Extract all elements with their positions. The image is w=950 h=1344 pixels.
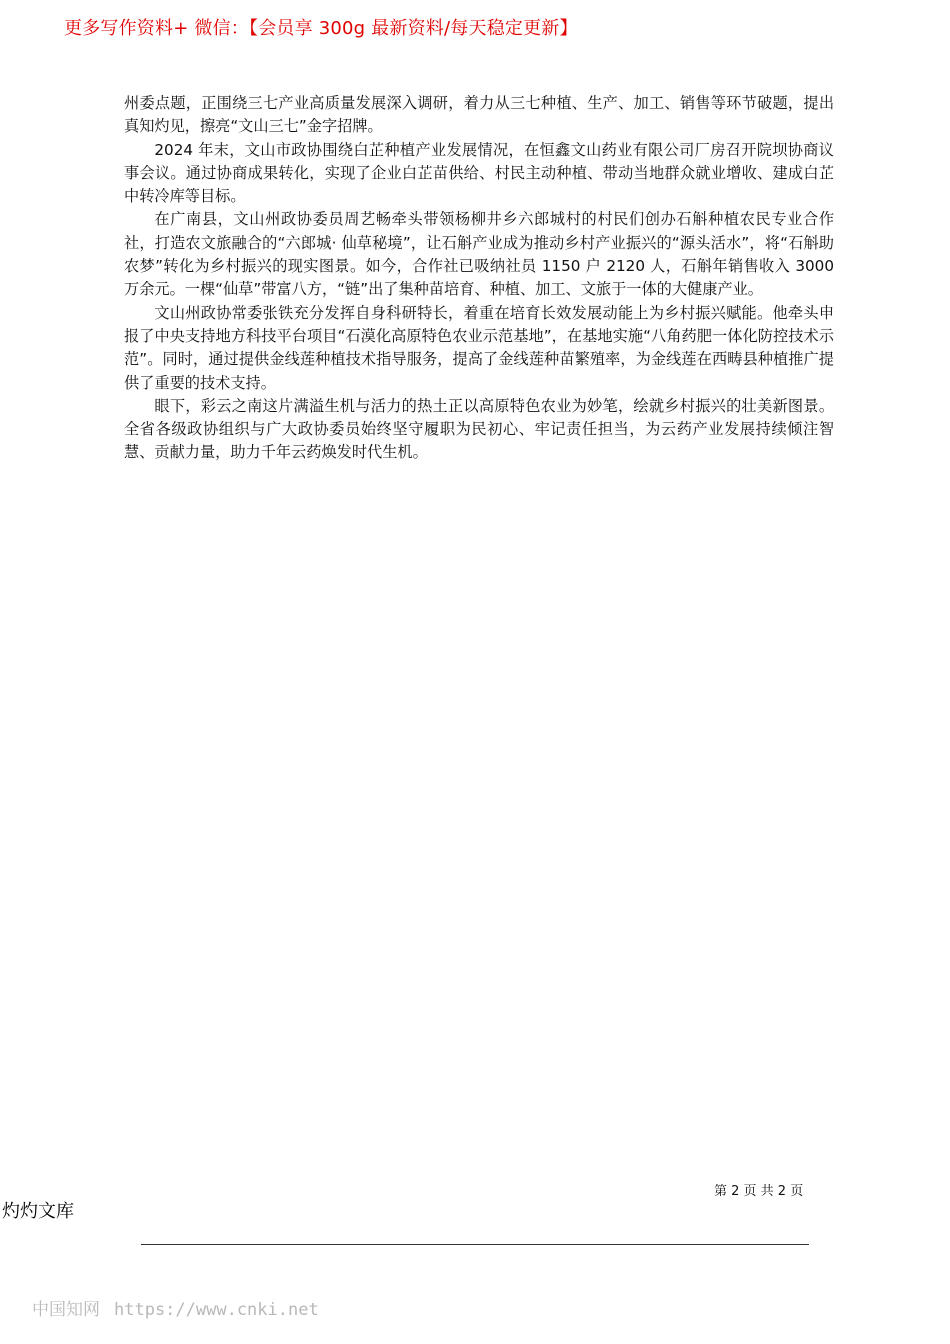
paragraph: 眼下，彩云之南这片满溢生机与活力的热土正以高原特色农业为妙笔，绘就乡村振兴的壮美新图景。全省各级政协组织与广大政协委员始终坚守履职为民初心、牢记责任担当，为云药产业发展持续倾注智慧、贡献力量，助力千年云药焕发时代生机。 — [124, 396, 834, 462]
page-number: 第 2 页 共 2 页 — [714, 1184, 804, 1199]
watermark-url: https://www.cnki.net — [114, 1300, 319, 1320]
watermark-brand: 中国知网 — [32, 1300, 100, 1320]
promo-banner: 更多写作资料+ 微信：【会员享 300g 最新资料/每天稳定更新】 — [64, 18, 578, 39]
paragraph: 2024 年末，文山市政协围绕白芷种植产业发展情况，在恒鑫文山药业有限公司厂房召开院坝协商议事会议。通过协商成果转化，实现了企业白芷苗供给、村民主动种植、带动当地群众就业增收、建成白芷中转冷库等目标。 — [124, 140, 834, 206]
footer-divider — [141, 1244, 809, 1245]
watermark — [32, 1295, 319, 1320]
library-name: 灼灼文库 — [2, 1201, 74, 1222]
article-body — [124, 92, 834, 465]
paragraph: 在广南县，文山州政协委员周艺畅牵头带领杨柳井乡六郎城村的村民们创办石斛种植农民专业合作社，打造农文旅融合的“六郎城· 仙草秘境”，让石斛产业成为推动乡村产业振兴的“源头活水”，将“石斛助农梦”转化为乡村振兴的现实图景。如今，合作社已吸纳社员 1150 户 2120 人，石斛年销售收入 3000 万余元。一棵“仙草”带富八方，“链”出了集种苗培育、种植、加工、文旅于一体的大健康产业。 — [124, 210, 834, 299]
paragraph: 文山州政协常委张铁充分发挥自身科研特长，着重在培育长效发展动能上为乡村振兴赋能。他牵头申报了中央支持地方科技平台项目“石漠化高原特色农业示范基地”，在基地实施“八角药肥一体化防控技术示范”。同时，通过提供金线莲种植技术指导服务，提高了金线莲种苗繁殖率，为金线莲在西畴县种植推广提供了重要的技术支持。 — [124, 303, 834, 392]
paragraph: 州委点题，正围绕三七产业高质量发展深入调研，着力从三七种植、生产、加工、销售等环节破题，提出真知灼见，擦亮“文山三七”金字招牌。 — [124, 94, 834, 136]
